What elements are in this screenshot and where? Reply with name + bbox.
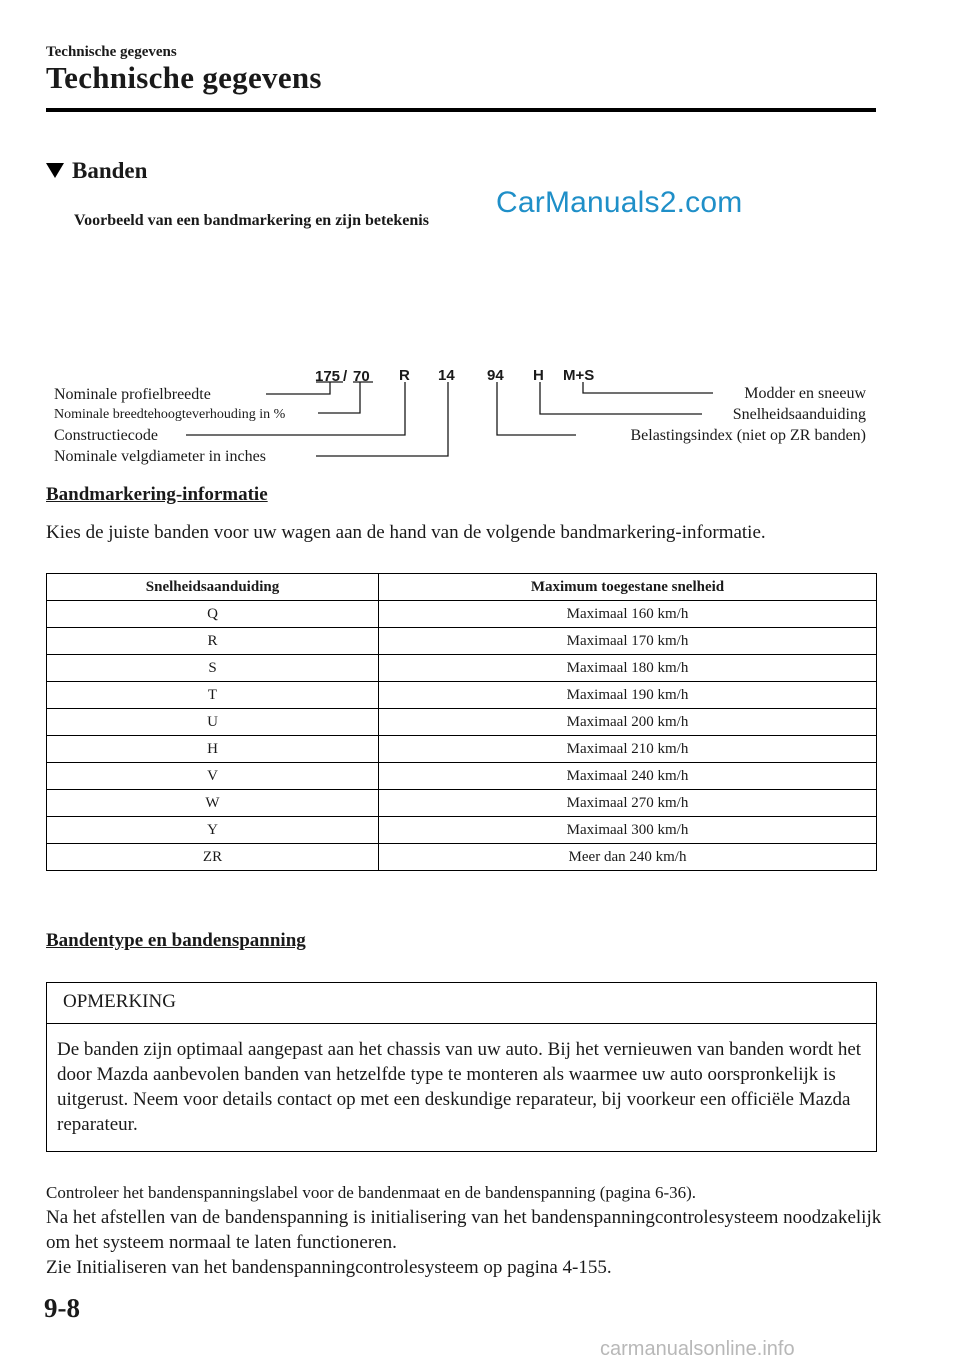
table-cell: W — [47, 790, 379, 817]
code-construction: R — [399, 367, 410, 384]
watermark-logo: CarManuals2.com — [496, 186, 743, 219]
closing-paragraph — [46, 1180, 886, 1280]
table-row — [47, 844, 877, 871]
marking-info-heading: Bandmarkering-informatie — [46, 484, 268, 505]
table-row — [47, 763, 877, 790]
code-load: 94 — [487, 367, 504, 384]
note-header — [47, 983, 876, 1024]
label-profile-width: Nominale profielbreedte — [54, 386, 211, 403]
table-cell: V — [47, 763, 379, 790]
label-mud-snow: Modder en sneeuw — [744, 385, 866, 402]
page-title: Technische gegevens — [46, 60, 322, 95]
table-row — [47, 601, 877, 628]
section-triangle-icon — [46, 163, 64, 178]
table-cell: S — [47, 655, 379, 682]
code-mud-snow: M+S — [563, 367, 595, 384]
page-number: 9-8 — [44, 1293, 80, 1323]
table-cell: U — [47, 709, 379, 736]
table-cell: ZR — [47, 844, 379, 871]
leader-rim — [316, 382, 448, 456]
label-rim-diameter: Nominale velgdiameter in inches — [54, 448, 266, 465]
running-header: Technische gegevens — [46, 44, 177, 60]
label-construction-code: Constructiecode — [54, 427, 158, 444]
table-cell: H — [47, 736, 379, 763]
closing-line-3: Zie Initialiseren van het bandenspanningcontrolesysteem op pagina 4-155. — [46, 1257, 612, 1278]
code-width: 175 — [315, 368, 341, 385]
label-speed-rating: Snelheidsaanduiding — [732, 406, 866, 423]
closing-line-2: Na het afstellen van de bandenspanning is initialisering van het bandenspanningcontrolesysteem noodzakelijk om het systeem normaal te laten functioneren. — [46, 1207, 882, 1253]
closing-line-1: Controleer het bandenspanningslabel voor de bandenmaat en de bandenspanning (pagina 6-36). — [46, 1183, 697, 1202]
table-header-row — [47, 574, 877, 601]
column-header: Snelheidsaanduiding — [47, 574, 379, 601]
label-aspect-ratio: Nominale breedtehoogteverhouding in % — [54, 407, 286, 422]
table-cell: Maximaal 210 km/h — [379, 736, 877, 763]
code-rim: 14 — [438, 367, 455, 384]
table-row — [47, 736, 877, 763]
table-cell: Maximaal 200 km/h — [379, 709, 877, 736]
label-load-index: Belastingsindex (niet op ZR banden) — [630, 427, 866, 444]
code-ratio: 70 — [353, 368, 370, 385]
header-divider — [46, 108, 876, 112]
leader-load — [497, 382, 576, 435]
diagram-caption: Voorbeeld van een bandmarkering en zijn betekenis — [74, 212, 429, 229]
table-row — [47, 790, 877, 817]
table-cell: Maximaal 300 km/h — [379, 817, 877, 844]
tire-type-heading: Bandentype en bandenspanning — [46, 930, 306, 951]
table-row — [47, 817, 877, 844]
table-cell: Maximaal 270 km/h — [379, 790, 877, 817]
leader-ratio — [318, 382, 360, 413]
marking-info-intro: Kies de juiste banden voor uw wagen aan de hand van de volgende bandmarkering-informatie. — [46, 522, 766, 543]
table-cell: Meer dan 240 km/h — [379, 844, 877, 871]
table-row — [47, 628, 877, 655]
table-cell: Maximaal 160 km/h — [379, 601, 877, 628]
note-box — [46, 982, 877, 1152]
speed-rating-table — [46, 573, 877, 871]
table-cell: R — [47, 628, 379, 655]
table-row — [47, 709, 877, 736]
note-body: De banden zijn optimaal aangepast aan het chassis van uw auto. Bij het vernieuwen van banden wordt het door Mazda aanbevolen banden van hetzelfde type te monteren als waarmee uw auto oorspronkelijk is uitgerust. Neem voor details contact op met een deskundige reparateur, bij voorkeur een officiële Mazda reparateur. — [57, 1039, 862, 1135]
code-slash: / — [343, 368, 348, 385]
code-speed: H — [533, 367, 544, 384]
table-cell: Q — [47, 601, 379, 628]
table-cell: Y — [47, 817, 379, 844]
table-cell: Maximaal 240 km/h — [379, 763, 877, 790]
footer-watermark: carmanualsonline.info — [600, 1338, 795, 1360]
table-cell: Maximaal 180 km/h — [379, 655, 877, 682]
leader-mud-snow — [583, 382, 713, 393]
table-row — [47, 682, 877, 709]
table-row — [47, 655, 877, 682]
table-cell: T — [47, 682, 379, 709]
note-title: OPMERKING — [63, 991, 176, 1012]
column-header: Maximum toegestane snelheid — [379, 574, 877, 601]
section-title: Banden — [72, 158, 148, 183]
table-cell: Maximaal 170 km/h — [379, 628, 877, 655]
leader-speed — [540, 382, 702, 414]
table-cell: Maximaal 190 km/h — [379, 682, 877, 709]
tire-marking-diagram — [0, 350, 960, 475]
